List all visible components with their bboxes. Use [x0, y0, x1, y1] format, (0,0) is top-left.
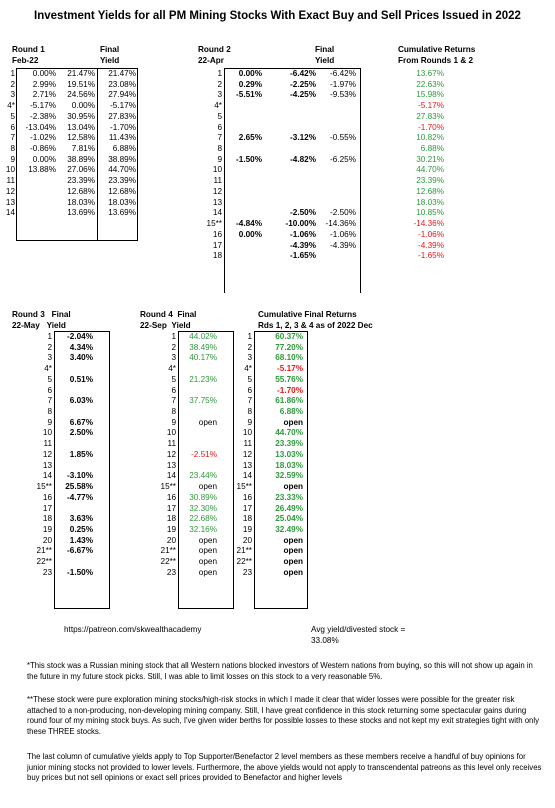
round4-cell: 23 [166, 567, 176, 577]
round2-cell: 30.21% [416, 154, 444, 164]
round4-cell: 2 [171, 342, 176, 352]
round4-cell: open [198, 567, 217, 577]
cumfinal-cell: 23 [242, 567, 252, 577]
cumfinal-cell: 22** [236, 557, 252, 567]
cumfinal-cell: 44.70% [275, 428, 303, 438]
cumfinal-cell: 60.37% [275, 332, 303, 341]
round2-cell: -1.65% [290, 251, 316, 261]
round1-cell: -5.17% [110, 101, 136, 111]
cumfinal-cell: open [283, 567, 303, 577]
round3-cell: 11 [43, 439, 52, 449]
round4-cell: 11 [167, 439, 176, 449]
round4-cell: 21.23% [189, 374, 217, 384]
round4-cell: 12 [166, 449, 176, 459]
round3-cell: 18 [42, 514, 52, 524]
round3-cell: 15** [36, 482, 52, 492]
round3-cell: 7 [47, 396, 52, 406]
round4-cell: open [198, 546, 217, 556]
round1-cell: 7 [10, 133, 15, 143]
round1-cell: 27.94% [108, 90, 136, 100]
cumfinal-cell: open [283, 535, 303, 545]
round2-cell: 10.82% [416, 133, 444, 143]
round2-cell: 0.29% [238, 79, 262, 89]
cumfinal-cell: 13 [242, 460, 252, 470]
round1-cell: 4* [7, 101, 15, 111]
round1-cell: 12.58% [67, 133, 95, 143]
round4-cell: open [198, 557, 217, 567]
cumfinal-cell: 1 [247, 332, 252, 341]
round1-cell: -13.04% [25, 122, 56, 132]
cumfinal-cell: 10 [242, 428, 252, 438]
round3-cell: 2.50% [69, 428, 93, 438]
round3-cell: 5 [47, 374, 52, 384]
round2-cell: -1.06% [290, 229, 316, 239]
round3-cell: 10 [42, 428, 52, 438]
round3-cell: 0.25% [69, 524, 93, 534]
round4-cell: -2.51% [191, 449, 217, 459]
round1-cell: 11 [6, 176, 15, 186]
round1-cell: 0.00% [71, 101, 95, 111]
round4-cell: 22** [160, 557, 176, 567]
round1-cell: -1.02% [30, 133, 56, 143]
round3-cell: -2.04% [67, 332, 93, 341]
round4-cell: 44.02% [189, 332, 217, 341]
cumfinal-cell: open [283, 557, 303, 567]
round1-cell: 21.47% [108, 69, 136, 78]
round2-cell: -2.50% [290, 208, 316, 218]
round3-cell: -3.10% [67, 471, 93, 481]
cumfinal-cell: -5.17% [277, 364, 303, 374]
round2-row [0, 69, 555, 80]
round4-cell: 17 [166, 503, 176, 513]
cumfinal-cell: open [283, 417, 303, 427]
round4-cell: 4* [168, 364, 176, 374]
round4-cell: open [198, 482, 217, 492]
round1-cell: 38.89% [108, 154, 136, 164]
round2-cell: -1.65% [418, 251, 444, 261]
round1-cell: 7.81% [71, 144, 95, 154]
round1-final-header: Final Yield [100, 45, 120, 65]
cumfinal-cell: 12 [242, 449, 252, 459]
round2-cell: 12 [212, 186, 222, 196]
avg-yield-value: 33.08% [311, 636, 339, 645]
round1-cell: 12.68% [108, 186, 136, 196]
round4-cell: 15** [160, 482, 176, 492]
round4-cell: 1 [171, 332, 176, 341]
round4-cell: 32.16% [189, 524, 217, 534]
round2-cell: 16 [212, 229, 222, 239]
round1-cell: 13.69% [67, 208, 95, 218]
round1-cell: 12.68% [67, 186, 95, 196]
cumfinal-row [0, 353, 310, 364]
round4-cell: open [198, 417, 217, 427]
cumfinal-cell: 7 [247, 396, 252, 406]
round3-cell: 25.58% [65, 482, 93, 492]
round2-cell: 22.63% [416, 79, 444, 89]
round2-row [0, 198, 555, 209]
round2-cell: -9.53% [330, 90, 356, 100]
round2-cell: -0.55% [330, 133, 356, 143]
round1-cell: 18.03% [67, 197, 95, 207]
round2-cell: 1 [217, 69, 222, 78]
round3-cell: 3.63% [69, 514, 93, 524]
cumfinal-cell: 18.03% [275, 460, 303, 470]
round3-cell: 1.43% [69, 535, 93, 545]
cumfinal-row [0, 461, 310, 472]
round1-cell: -1.70% [110, 122, 136, 132]
round2-cell: -10.00% [285, 219, 316, 229]
round2-row [0, 80, 555, 91]
cumfinal-cell: 5 [247, 374, 252, 384]
round2-cell: -1.70% [418, 122, 444, 132]
round1-cell: 13 [5, 197, 15, 207]
round2-row [0, 208, 555, 219]
avg-yield-label: Avg yield/divested stock = [311, 625, 406, 634]
round4-cell: 22.68% [189, 514, 217, 524]
round1-cell: 0.00% [32, 69, 56, 78]
cumfinal-cell: 6 [247, 385, 252, 395]
cumfinal-row [0, 418, 310, 429]
round1-header: Round 1 Feb-22 [12, 45, 45, 65]
round2-cell: 12.68% [416, 186, 444, 196]
round2-cell: -6.25% [330, 154, 356, 164]
round2-cell: -4.25% [290, 90, 316, 100]
cumfinal-cell: 26.49% [275, 503, 303, 513]
cumfinal-cell: 61.86% [275, 396, 303, 406]
cumfinal-cell: 13.03% [275, 449, 303, 459]
cumfinal-cell: 15** [236, 482, 252, 492]
cumfinal-cell: 32.59% [275, 471, 303, 481]
round2-cell: -1.97% [330, 79, 356, 89]
round2-cell: -1.50% [236, 154, 262, 164]
round1-cell: 23.08% [108, 79, 136, 89]
round1-cell: 23.39% [67, 176, 95, 186]
cumfinal-cell: 3 [247, 353, 252, 363]
round2-cell: -14.36% [413, 219, 444, 229]
round1-cell: 11.43% [108, 133, 136, 143]
round4-cell: 23.44% [189, 471, 217, 481]
round4-cell: 16 [166, 492, 176, 502]
round2-row [0, 144, 555, 155]
note-exploration-stocks: **These stock were pure exploration mining stocks/high-risk stocks in which I made it clear that wider losses were possible for the greater risk attached to a non-producing, non-developing mining company. Still, I have great confidence in this stock returning some spectacular gains during round four of my mining stock buys. As such, I've given wider berths for possible losses to these stocks and not kept my exit strategies tight with only these THREE stocks. [27, 695, 539, 736]
round3-cell: 3 [47, 353, 52, 363]
cumfinal-cell: 21** [236, 546, 252, 556]
cumfinal-row [0, 364, 310, 375]
round2-cell: 11 [213, 176, 222, 186]
cumfinal-cell: open [283, 546, 303, 556]
cumfinal-cell: 2 [247, 342, 252, 352]
round3-cell: 0.51% [69, 374, 93, 384]
cumfinal-cell: 32.49% [275, 524, 303, 534]
round3-cell: 22** [36, 557, 52, 567]
round1-cell: 6 [10, 122, 15, 132]
round3-cell: 19 [42, 524, 52, 534]
round4-cell: 40.17% [189, 353, 217, 363]
round1-cell: 9 [10, 154, 15, 164]
round3-cell: 4* [44, 364, 52, 374]
round4-cell: 20 [166, 535, 176, 545]
cumfinal-row [0, 343, 310, 354]
round4-cell: open [198, 535, 217, 545]
round2-row [0, 241, 555, 252]
cumfinal-cell: 20 [242, 535, 252, 545]
round3-cell: 1.85% [69, 449, 93, 459]
round2-cell: 5 [217, 111, 222, 121]
cumulative-final-header: Cumulative Final Returns Rds 1, 2, 3 & 4 as of 2022 Dec [258, 310, 373, 330]
round3-cell: -4.77% [67, 492, 93, 502]
round2-row [0, 187, 555, 198]
round3-cell: 21** [36, 546, 52, 556]
round2-final-header: Final Yield [315, 45, 335, 65]
round2-cell: 44.70% [416, 165, 444, 175]
cumfinal-cell: 77.20% [275, 342, 303, 352]
round1-cell: 30.95% [67, 111, 95, 121]
cumfinal-cell: 8 [247, 407, 252, 417]
note-russian-stock: *This stock was a Russian mining stock that all Western nations blocked investors of Western nations from buying, so this will not show up again in the future in my future stock picks. Still, I was able to limit losses on this stock to a very reasonable 5%. [27, 661, 533, 681]
round2-cell: -5.51% [236, 90, 262, 100]
round2-row [0, 165, 555, 176]
round4-cell: 30.89% [189, 492, 217, 502]
round1-cell: 27.83% [108, 111, 136, 121]
round3-cell: 13 [42, 460, 52, 470]
round1-cell: 38.89% [67, 154, 95, 164]
round2-row [0, 133, 555, 144]
round2-row [0, 251, 555, 262]
round1-cell: -0.86% [30, 144, 56, 154]
round4-cell: 13 [166, 460, 176, 470]
round4-cell: 3 [171, 353, 176, 363]
cumfinal-cell: 25.04% [275, 514, 303, 524]
round2-cell: -6.42% [330, 69, 356, 78]
cumfinal-row [0, 482, 310, 493]
round3-cell: 14 [42, 471, 52, 481]
round4-cell: 6 [171, 385, 176, 395]
round1-cell: 24.56% [67, 90, 95, 100]
round1-cell: 13.88% [28, 165, 56, 175]
cumfinal-row [0, 407, 310, 418]
round2-cell: 6 [217, 122, 222, 132]
round4-cell: 5 [171, 374, 176, 384]
round2-row [0, 230, 555, 241]
cumfinal-cell: 55.76% [275, 374, 303, 384]
round2-cell: 7 [217, 133, 222, 143]
cumfinal-cell: 14 [242, 471, 252, 481]
round2-cell: -4.39% [290, 240, 316, 250]
cumfinal-cell: -1.70% [277, 385, 303, 395]
round4-cell: 9 [171, 417, 176, 427]
round2-cell: 0.00% [238, 229, 262, 239]
round2-cell: 14 [212, 208, 222, 218]
round2-cell: -1.06% [330, 229, 356, 239]
round4-header: Round 4 Final 22-Sep Yield [140, 310, 197, 330]
cumfinal-row [0, 471, 310, 482]
round2-cell: 13 [212, 197, 222, 207]
round1-cell: 18.03% [108, 197, 136, 207]
round2-cell: 9 [217, 154, 222, 164]
cumfinal-row [0, 525, 310, 536]
round2-cell: -4.39% [330, 240, 356, 250]
round2-cell: -2.50% [330, 208, 356, 218]
cumfinal-row [0, 439, 310, 450]
cumfinal-row [0, 450, 310, 461]
cumfinal-cell: 16 [242, 492, 252, 502]
cumfinal-cell: 11 [243, 439, 252, 449]
cumfinal-cell: 17 [242, 503, 252, 513]
note-cumulative-yields: The last column of cumulative yields apply to Top Supporter/Benefactor 2 level members as these members receive a handful of buy opinions for junior mining stocks not provided to lower levels. Furthermore, the above yields would not apply to transcendental patreons as this level only receives buy prices but not sell opinions or exact sell prices provided to Benefactor and higher levels [27, 752, 542, 783]
round2-table [0, 69, 555, 262]
round3-cell: 17 [42, 503, 52, 513]
round1-cell: 2.99% [32, 79, 56, 89]
round1-cell: 23.39% [108, 176, 136, 186]
round1-cell: 44.70% [108, 165, 136, 175]
cumfinal-row [0, 332, 310, 343]
round2-cell: 0.00% [238, 69, 262, 78]
round2-cell: -4.39% [418, 240, 444, 250]
round4-cell: 10 [166, 428, 176, 438]
cumfinal-row [0, 504, 310, 515]
round1-cell: 2.71% [32, 90, 56, 100]
round2-cell: 23.39% [416, 176, 444, 186]
cumfinal-cell: 6.88% [279, 407, 303, 417]
round3-header: Round 3 Final 22-May Yield [12, 310, 71, 330]
cumfinal-cell: 23.33% [275, 492, 303, 502]
round4-cell: 14 [166, 471, 176, 481]
round4-cell: 19 [166, 524, 176, 534]
page-title: Investment Yields for all PM Mining Stocks With Exact Buy and Sell Prices Issued in 2022 [34, 10, 521, 22]
round3-cell: 6.67% [69, 417, 93, 427]
round3-cell: 16 [42, 492, 52, 502]
cumfinal-row [0, 396, 310, 407]
cumfinal-table [0, 332, 310, 579]
cumfinal-row [0, 493, 310, 504]
round3-cell: 8 [47, 407, 52, 417]
round4-cell: 7 [171, 396, 176, 406]
round2-row [0, 176, 555, 187]
round2-cell: 2.65% [238, 133, 262, 143]
round2-cell: -14.36% [325, 219, 356, 229]
round3-cell: 6 [47, 385, 52, 395]
round3-cell: 4.34% [69, 342, 93, 352]
cumulative-returns-header: Cumulative Returns From Rounds 1 & 2 [398, 45, 476, 65]
round1-cell: 27.06% [67, 165, 95, 175]
round1-cell: 12 [5, 186, 15, 196]
cumfinal-cell: 4* [244, 364, 252, 374]
round1-cell: 0.00% [32, 154, 56, 164]
round4-cell: 21** [160, 546, 176, 556]
round1-cell: 13.69% [108, 208, 136, 218]
round1-cell: 6.88% [112, 144, 136, 154]
round3-cell: -6.67% [67, 546, 93, 556]
round4-cell: 38.49% [189, 342, 217, 352]
cumfinal-cell: 23.39% [275, 439, 303, 449]
round4-cell: 37.75% [189, 396, 217, 406]
round2-cell: 10.85% [416, 208, 444, 218]
round2-cell: -3.12% [290, 133, 316, 143]
round1-cell: 5 [10, 111, 15, 121]
round1-cell: 1 [10, 69, 15, 78]
round2-cell: -4.84% [236, 219, 262, 229]
round4-cell: 18 [166, 514, 176, 524]
round2-cell: 2 [217, 79, 222, 89]
cumfinal-row [0, 546, 310, 557]
cumfinal-cell: 19 [242, 524, 252, 534]
round2-cell: -4.82% [290, 154, 316, 164]
round2-row [0, 112, 555, 123]
round3-cell: -1.50% [67, 567, 93, 577]
round3-cell: 2 [47, 342, 52, 352]
round2-cell: 13.67% [416, 69, 444, 78]
round2-cell: -2.25% [290, 79, 316, 89]
round2-cell: 8 [217, 144, 222, 154]
round2-cell: -1.06% [418, 229, 444, 239]
cumfinal-row [0, 568, 310, 579]
cumfinal-cell: 18 [242, 514, 252, 524]
round2-header: Round 2 22-Apr [198, 45, 231, 65]
round3-cell: 1 [47, 332, 52, 341]
patreon-link[interactable]: https://patreon.com/skwealthacademy [64, 625, 202, 634]
cumfinal-cell: 68.10% [275, 353, 303, 363]
cumfinal-row [0, 375, 310, 386]
round2-row [0, 155, 555, 166]
round2-cell: 18.03% [416, 197, 444, 207]
round3-cell: 6.03% [69, 396, 93, 406]
round2-cell: 6.88% [420, 144, 444, 154]
round2-row [0, 123, 555, 134]
round1-cell: 8 [10, 144, 15, 154]
round4-cell: 8 [171, 407, 176, 417]
round2-cell: -5.17% [418, 101, 444, 111]
cumfinal-row [0, 386, 310, 397]
round3-cell: 3.40% [69, 353, 93, 363]
round3-cell: 12 [42, 449, 52, 459]
round1-cell: -5.17% [30, 101, 56, 111]
cumfinal-row [0, 557, 310, 568]
round2-cell: 18 [212, 251, 222, 261]
round2-cell: 17 [212, 240, 222, 250]
round1-cell: 19.51% [67, 79, 95, 89]
round2-cell: -6.42% [290, 69, 316, 78]
round1-cell: 21.47% [67, 69, 95, 78]
cumfinal-cell: 9 [247, 417, 252, 427]
round2-cell: 27.83% [416, 111, 444, 121]
round1-cell: 2 [10, 79, 15, 89]
round2-cell: 10 [212, 165, 222, 175]
cumfinal-row [0, 536, 310, 547]
cumfinal-row [0, 428, 310, 439]
round1-cell: 13.04% [67, 122, 95, 132]
round3-cell: 20 [42, 535, 52, 545]
round3-cell: 23 [42, 567, 52, 577]
round2-cell: 15** [206, 219, 222, 229]
round2-row [0, 90, 555, 101]
round1-cell: 14 [5, 208, 15, 218]
cumfinal-cell: open [283, 482, 303, 492]
round1-cell: 3 [10, 90, 15, 100]
round2-row [0, 101, 555, 112]
round1-cell: -2.38% [30, 111, 56, 121]
round2-row [0, 219, 555, 230]
round3-cell: 9 [47, 417, 52, 427]
round4-cell: 32.30% [189, 503, 217, 513]
round2-cell: 15.98% [416, 90, 444, 100]
round2-cell: 3 [217, 90, 222, 100]
round1-cell: 10 [5, 165, 15, 175]
cumfinal-row [0, 514, 310, 525]
round2-cell: 4* [214, 101, 222, 111]
